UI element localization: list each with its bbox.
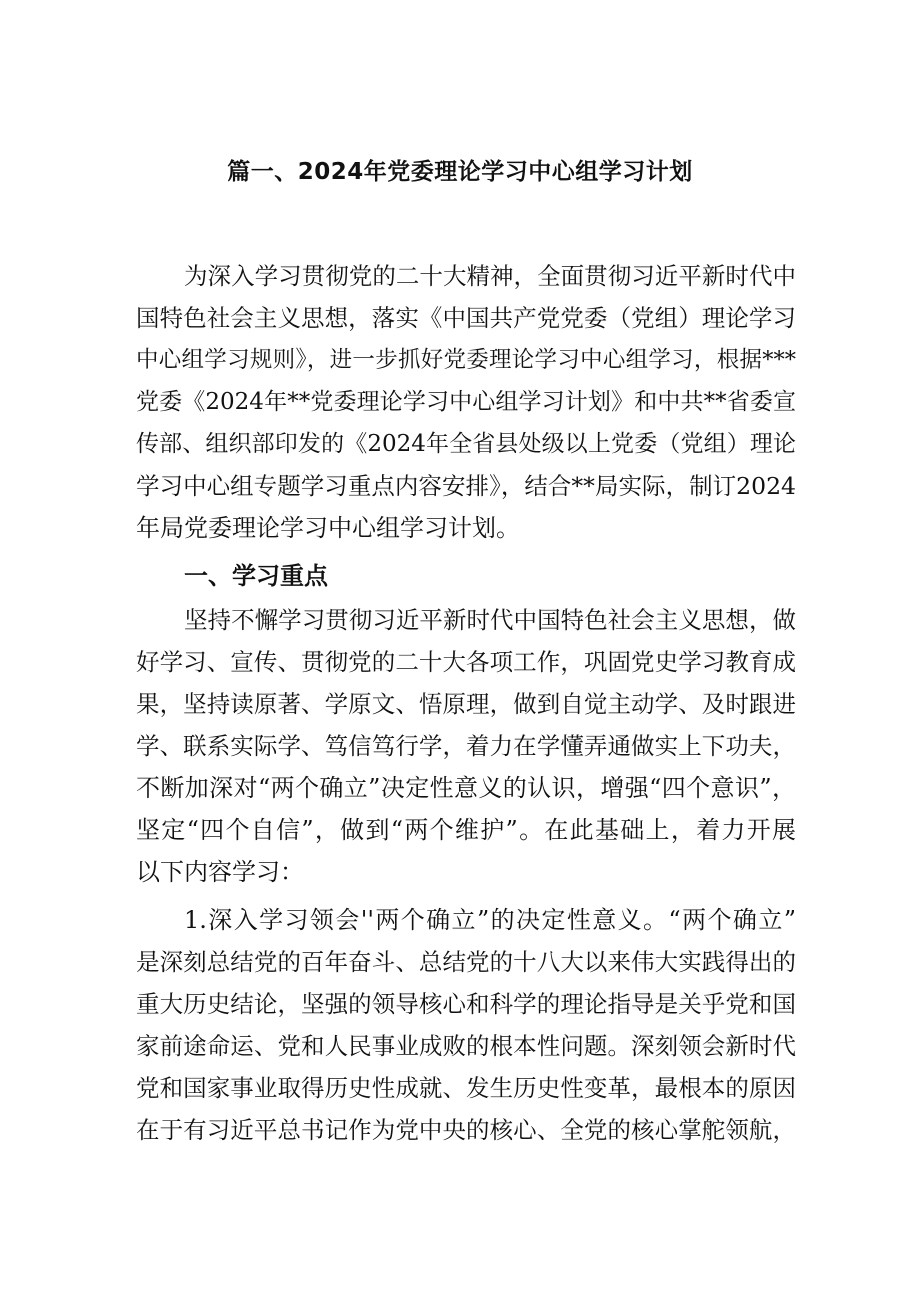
intro-line-4: 党委《2024年**党委理论学习中心组学习计划》和中共**省委宣 [136,389,796,415]
item1-line-1: 1.深入学习领会''两个确立”的决定性意义。“两个确立” [184,906,796,934]
intro-line-1: 为深入学习贯彻党的二十大精神，全面贯彻习近平新时代中 [184,262,796,290]
section-heading-study-focus: 一、学习重点 [184,562,328,590]
section1-line-1: 坚持不懈学习贯彻习近平新时代中国特色社会主义思想，做 [184,606,796,634]
item1-line-4: 家前途命运、党和人民事业成败的根本性问题。深刻领会新时代 [136,1032,796,1060]
item1-line-3: 重大历史结论，坚强的领导核心和科学的理论指导是关乎党和国 [136,990,796,1018]
document-title: 篇一、2024年党委理论学习中心组学习计划 [227,159,693,185]
item1-line-6: 在于有习近平总书记作为党中央的核心、全党的核心掌舵领航， [136,1116,796,1144]
section1-line-7: 以下内容学习： [136,858,304,886]
intro-line-6: 学习中心组专题学习重点内容安排》，结合**局实际，制订2024 [136,472,796,500]
section1-line-5: 不断加深对“两个确立”决定性意义的认识，增强“四个意识”， [136,774,796,802]
item1-line-5: 党和国家事业取得历史性成就、发生历史性变革，最根本的原因 [136,1074,796,1102]
section1-line-4: 学、联系实际学、笃信笃行学，着力在学懂弄通做实上下功夫， [136,732,796,760]
intro-line-3: 中心组学习规则》，进一步抓好党委理论学习中心组学习，根据*** [136,347,796,373]
section1-line-3: 果，坚持读原著、学原文、悟原理，做到自觉主动学、及时跟进 [136,690,796,718]
section1-line-6: 坚定“四个自信”，做到“两个维护”。在此基础上，着力开展 [136,816,796,844]
intro-line-5: 传部、组织部印发的《2024年全省县处级以上党委（党组）理论 [136,431,796,457]
intro-line-7: 年局党委理论学习中心组学习计划。 [136,514,520,542]
item1-line-2: 是深刻总结党的百年奋斗、总结党的十八大以来伟大实践得出的 [136,948,796,976]
section1-line-2: 好学习、宣传、贯彻党的二十大各项工作，巩固党史学习教育成 [136,648,796,676]
intro-line-2: 国特色社会主义思想，落实《中国共产党党委（党组）理论学习 [136,304,796,332]
